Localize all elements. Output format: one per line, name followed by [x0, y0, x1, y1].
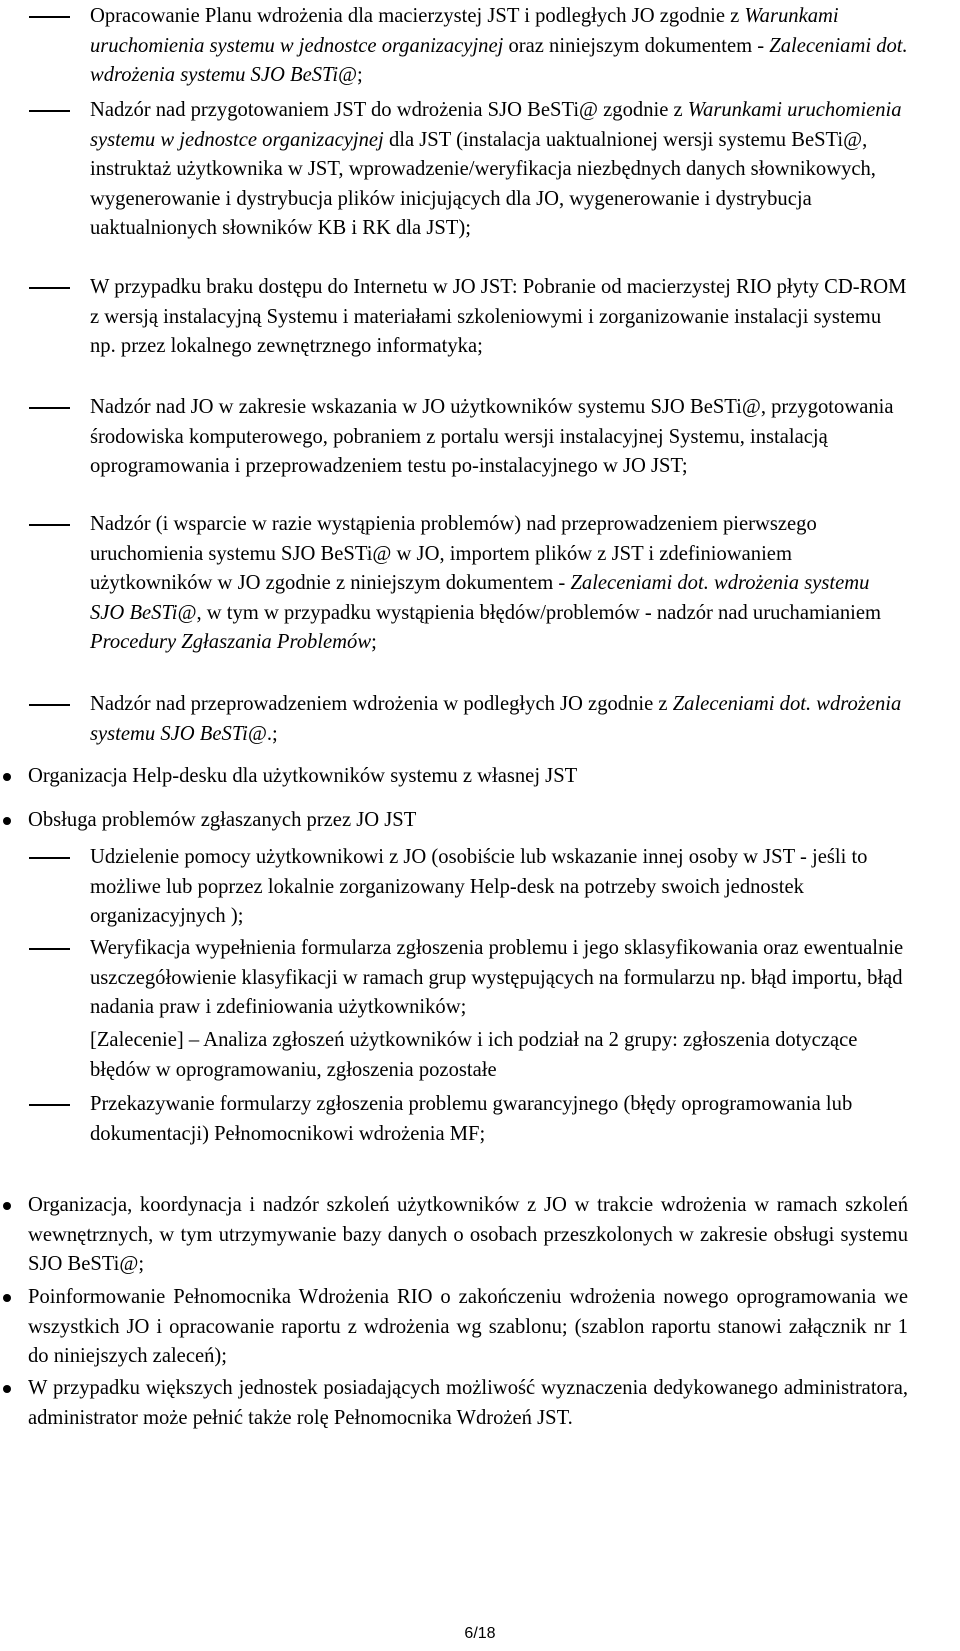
dash-bullet-icon — [29, 16, 70, 18]
item-text: [Zalecenie] – Analiza zgłoszeń użytkowników i ich podział na 2 grupy: zgłoszenia dotyczące błędów w oprogramowaniu, zgłoszenia pozostałe — [90, 1029, 858, 1081]
bullet-text: Organizacja Help-desku dla użytkowników systemu z własnej JST — [28, 765, 578, 787]
bullet-text: Poinformowanie Pełnomocnika Wdrożenia RIO o zakończeniu wdrożenia nowego oprogramowania we wszystkich JO i opracowanie raportu z wdrożenia wg szablonu; (szablon raportu stanowi załącznik nr 1 do niniejszych zaleceń); — [28, 1286, 908, 1367]
item-text: dla JST (instalacja uaktualnionej wersji systemu BeSTi@, instruktaż użytkownika w JST, wprowadzenie/weryfikacja niezbędnych danych słownikowych, wygenerowanie i dystrybucja plików inicjujących dla JO, wygenerowanie i dystrybucja uaktualnionych słowników KB i RK dla JST); — [90, 128, 876, 239]
item-text: , w tym w przypadku wystąpienia błędów/problemów - nadzór nad uruchamianiem — [196, 601, 882, 624]
dash-bullet-icon — [29, 524, 70, 526]
item-text-italic: Warunkami uruchomienia systemu w jednostce organizacyjnej — [90, 99, 902, 151]
dash-bullet-icon — [29, 110, 70, 112]
list-item — [0, 843, 908, 932]
list-item — [0, 96, 908, 244]
item-text-italic: Procedury Zgłaszania Problemów — [90, 631, 372, 653]
bullet-item — [0, 762, 908, 792]
bullet-text: Organizacja, koordynacja i nadzór szkoleń użytkowników z JO w trakcie wdrożenia w ramach szkoleń wewnętrznych, w tym utrzymywanie bazy danych o osobach przeszkolonych w zakresie obsługi systemu SJO BeSTi@; — [28, 1194, 908, 1275]
dash-bullet-icon — [29, 948, 70, 950]
page-number: 6/18 — [464, 1625, 496, 1642]
bullet-dot-icon — [3, 1385, 11, 1393]
recommendation-item — [0, 1026, 908, 1085]
bullet-item — [0, 1191, 908, 1280]
bullet-dot-icon — [3, 1202, 11, 1210]
dash-bullet-icon — [29, 704, 70, 706]
list-item — [0, 393, 908, 482]
bullet-dot-icon — [3, 1294, 11, 1302]
item-text: Udzielenie pomocy użytkownikowi z JO (osobiście lub wskazanie innej osoby w JST - jeśli to możliwe lub poprzez lokalnie zorganizowany Help-desk na potrzeby swoich jednostek organizacyjnych ); — [90, 846, 868, 927]
item-text-italic: Zaleceniami dot. wdrożenia systemu SJO BeSTi@ — [90, 34, 908, 86]
list-item — [0, 690, 908, 749]
list-item — [0, 934, 908, 1023]
dash-bullet-icon — [29, 287, 70, 289]
bullet-dot-icon — [3, 773, 11, 781]
item-text: Nadzór nad przygotowaniem JST do wdrożenia SJO BeSTi@ zgodnie z — [90, 99, 688, 121]
bullet-dot-icon — [3, 817, 11, 825]
bullet-item — [0, 1374, 908, 1433]
bullet-text: Obsługa problemów zgłaszanych przez JO JST — [28, 809, 417, 831]
item-text-italic: Warunkami uruchomienia systemu w jednostce organizacyjnej — [90, 5, 839, 57]
list-item — [0, 273, 908, 362]
dash-bullet-icon — [29, 407, 70, 409]
item-text: Weryfikacja wypełnienia formularza zgłoszenia problemu i jego sklasyfikowania oraz ewentualnie uszczegółowienie klasyfikacji w ramach grup występujących na formularzu np. błąd importu, błąd nadania praw i zdefiniowania użytkowników; — [90, 937, 904, 1018]
bullet-item — [0, 1283, 908, 1372]
item-text-italic: Zaleceniami dot. wdrożenia systemu SJO BeSTi@ — [90, 572, 870, 624]
bullet-text: W przypadku większych jednostek posiadających możliwość wyznaczenia dedykowanego administratora, administrator może pełnić także rolę Pełnomocnika Wdrożeń JST. — [28, 1377, 908, 1429]
dash-bullet-icon — [29, 857, 70, 859]
item-text: ; — [371, 631, 377, 653]
dash-bullet-icon — [29, 1104, 70, 1106]
item-text: W przypadku braku dostępu do Internetu w JO JST: Pobranie od macierzystej RIO płyty CD-ROM z wersją instalacyjną Systemu i materiałami szkoleniowymi i zorganizowanie instalacji systemu np. przez lokalnego zewnętrznego informatyka; — [90, 276, 907, 357]
item-text: ; — [357, 64, 363, 86]
bullet-item — [0, 806, 908, 836]
item-text: Nadzór (i wsparcie w razie wystąpienia problemów) nad przeprowadzeniem pierwszego uruchomienia systemu SJO BeSTi@ w JO, importem plików z JST i zdefiniowaniem użytkowników w JO zgodnie z niniejszym dokumentem - — [90, 513, 817, 594]
item-text: Przekazywanie formularzy zgłoszenia problemu gwarancyjnego (błędy oprogramowania lub dokumentacji) Pełnomocnikowi wdrożenia MF; — [90, 1093, 853, 1145]
item-text: Nadzór nad JO w zakresie wskazania w JO użytkowników systemu SJO BeSTi@, przygotowania środowiska komputerowego, pobraniem z portalu wersji instalacyjnej Systemu, instalacją oprogramowania i przeprowadzeniem testu po-instalacyjnego w JO JST; — [90, 396, 894, 477]
list-item — [0, 2, 908, 91]
item-text: .; — [266, 722, 278, 745]
list-item — [0, 1090, 908, 1149]
list-item — [0, 510, 908, 658]
item-text: oraz niniejszym dokumentem - — [503, 34, 770, 57]
item-text-italic: Zaleceniami dot. wdrożenia systemu SJO BeSTi@ — [90, 693, 902, 745]
item-text: Nadzór nad przeprowadzeniem wdrożenia w podległych JO zgodnie z — [90, 693, 673, 715]
item-text: Opracowanie Planu wdrożenia dla macierzystej JST i podległych JO zgodnie z — [90, 5, 745, 27]
